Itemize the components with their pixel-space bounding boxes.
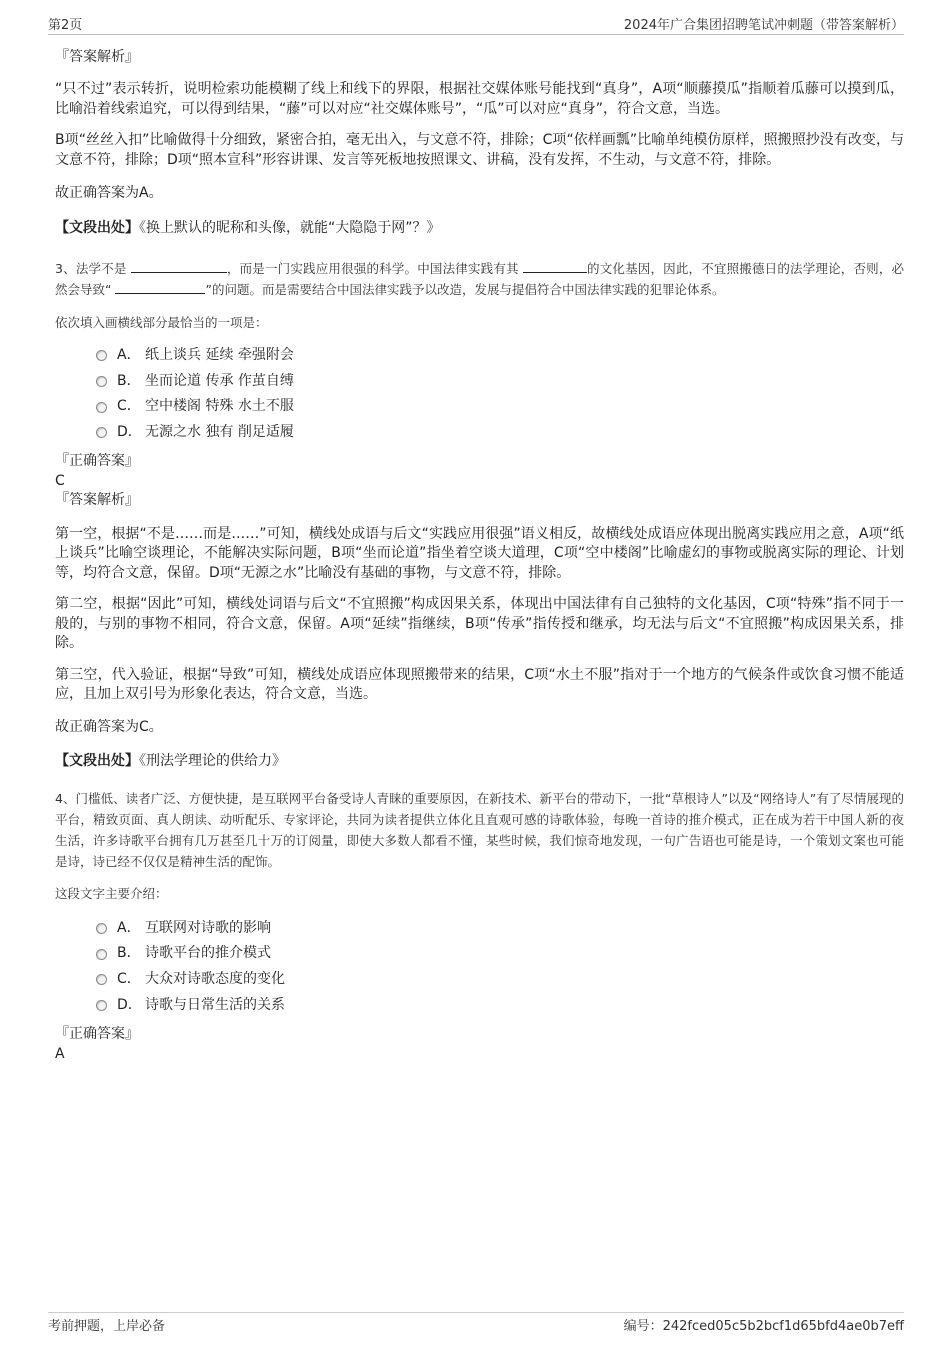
q3-option-a[interactable]: A． 纸上谈兵 延续 牵强附会 [96,343,904,369]
q3-option-c[interactable]: C． 空中楼阁 特殊 水土不服 [96,394,904,420]
document-title: 2024年广合集团招聘笔试冲刺题（带答案解析） [623,18,904,33]
q3-analysis-paragraph-3: 第三空，代入验证，根据“导致”可知，横线处成语应体现照搬带来的结果，C项“水土不服”指对于一个地方的气候条件或饮食习惯不能适应，且加上双引号为形象化表达，符合文意，当选。 [55,666,904,703]
q3-analysis-paragraph-2: 第二空，根据“因此”可知，横线处词语与后文“不宜照搬”构成因果关系，体现出中国法律有自己独特的文化基因，C项“特殊”指不同于一般的，与别的事物不相同，符合文意，保留。A项“延续”指继续，B项“传承”指传授和继承，均无法与后文“不宜照搬”构成因果关系，排除。 [55,596,904,652]
document-code: 编号：242fced05c5b2bcf1d65bfd4ae0b7eff [623,1319,904,1334]
q3-stem-part-c: 的文化基因，因此，不宜照搬德日的法学理论，否则，必然会导致“ [55,261,905,297]
q3-instruction: 依次填入画横线部分最恰当的一项是： [55,315,268,330]
q4-correct-label: 『正确答案』 [55,1025,139,1042]
q3-source-label: 【文段出处】 [55,753,139,770]
q2-source-text: 《换上默认的昵称和头像，就能“大隐隐于网”？》 [139,219,441,236]
q3-blank-3 [115,281,205,294]
q3-blank-2 [523,260,587,273]
radio-icon[interactable] [96,402,107,413]
page-header [48,12,904,35]
q3-blank-1 [131,260,227,273]
q4-options [55,916,904,1019]
page-number: 第2页 [48,18,83,33]
q2-analysis-label: 『答案解析』 [55,49,139,65]
radio-icon[interactable] [96,923,107,934]
q3-stem [55,258,904,300]
q2-source-label: 【文段出处】 [55,219,139,236]
q4-instruction: 这段文字主要介绍： [55,885,168,901]
q2-source [55,219,904,239]
q4-option-a[interactable]: A． 互联网对诗歌的影响 [96,916,904,942]
q3-option-d[interactable]: D． 无源之水 独有 削足适履 [96,420,904,446]
page-content [55,48,904,1064]
radio-icon[interactable] [96,1000,107,1011]
radio-icon[interactable] [96,974,107,985]
radio-icon[interactable] [96,949,107,960]
footer-slogan: 考前押题，上岸必备 [48,1319,166,1334]
q3-correct-label: 『正确答案』 [55,452,139,469]
q3-stem-part-b: ，而是一门实践应用很强的科学。中国法律实践有其 [226,261,519,276]
q3-conclusion: 故正确答案为C。 [55,718,163,735]
q3-analysis-paragraph-1: 第一空，根据“不是……而是……”可知，横线处成语与后文“实践应用很强”语义相反，故横线处成语应体现出脱离实践应用之意，A项“纸上谈兵”比喻空谈理论，不能解决实际问题，B项“坐而论道”指坐着空谈大道理，C项“空中楼阁”比喻虚幻的事物或脱离实际的理论、计划等，均符合文意，保留。D项“无源之水”比喻没有基础的事物，与文意不符，排除。 [55,525,904,581]
q3-correct-answer: C [55,472,65,489]
radio-icon[interactable] [96,376,107,387]
q2-conclusion: 故正确答案为A。 [55,185,163,201]
q4-option-b[interactable]: B． 诗歌平台的推介模式 [96,941,904,967]
radio-icon[interactable] [96,427,107,438]
q2-analysis-paragraph-1: “只不过”表示转折，说明检索功能模糊了线上和线下的界限，根据社交媒体账号能找到“真身”，A项“顺藤摸瓜”指顺着瓜藤可以摸到瓜，比喻沿着线索追究，可以得到结果，“藤”可以对应“社交媒体账号”，“瓜”可以对应“真身”，符合文意，当选。 [55,81,904,117]
q4-stem: 4、门槛低、读者广泛、方便快捷，是互联网平台备受诗人青睐的重要原因，在新技术、新平台的带动下，一批“草根诗人”以及“网络诗人”有了尽情展现的平台，精致页面、真人朗读、动听配乐、专家评论，共同为读者提供立体化且直观可感的诗歌体验，每晚一首诗的推介模式，正在成为若干中国人新的夜生活，许多诗歌平台拥有几万甚至几十万的订阅量，即使大多数人都看不懂，某些时候，我们惊奇地发现，一句广告语也可能是诗，一个策划文案也可能是诗，诗已经不仅仅是精神生活的配饰。 [55,790,904,869]
q3-stem-part-a: 3、法学不是 [55,261,127,276]
q3-option-b[interactable]: B． 坐而论道 传承 作茧自缚 [96,369,904,395]
q2-analysis-paragraph-2: B项“丝丝入扣”比喻做得十分细致，紧密合拍，毫无出入，与文意不符，排除；C项“依样画瓢”比喻单纯模仿原样，照搬照抄没有改变，与文意不符，排除；D项“照本宣科”形容讲课、发言等死板地按照课文、讲稿，没有发挥，不生动，与文意不符，排除。 [55,132,904,168]
q3-analysis-label: 『答案解析』 [55,491,139,508]
q3-source-text: 《刑法学理论的供给力》 [139,753,286,770]
q3-options [55,343,904,446]
page-footer [48,1312,904,1333]
q3-source [55,752,904,772]
q3-stem-part-d: ”的问题。而是需要结合中国法律实践予以改造，发展与提倡符合中国法律实践的犯罪论体系。 [205,282,725,297]
q4-option-d[interactable]: D． 诗歌与日常生活的关系 [96,993,904,1019]
q4-option-c[interactable]: C． 大众对诗歌态度的变化 [96,967,904,993]
q4-correct-answer: A [55,1045,65,1062]
radio-icon[interactable] [96,350,107,361]
